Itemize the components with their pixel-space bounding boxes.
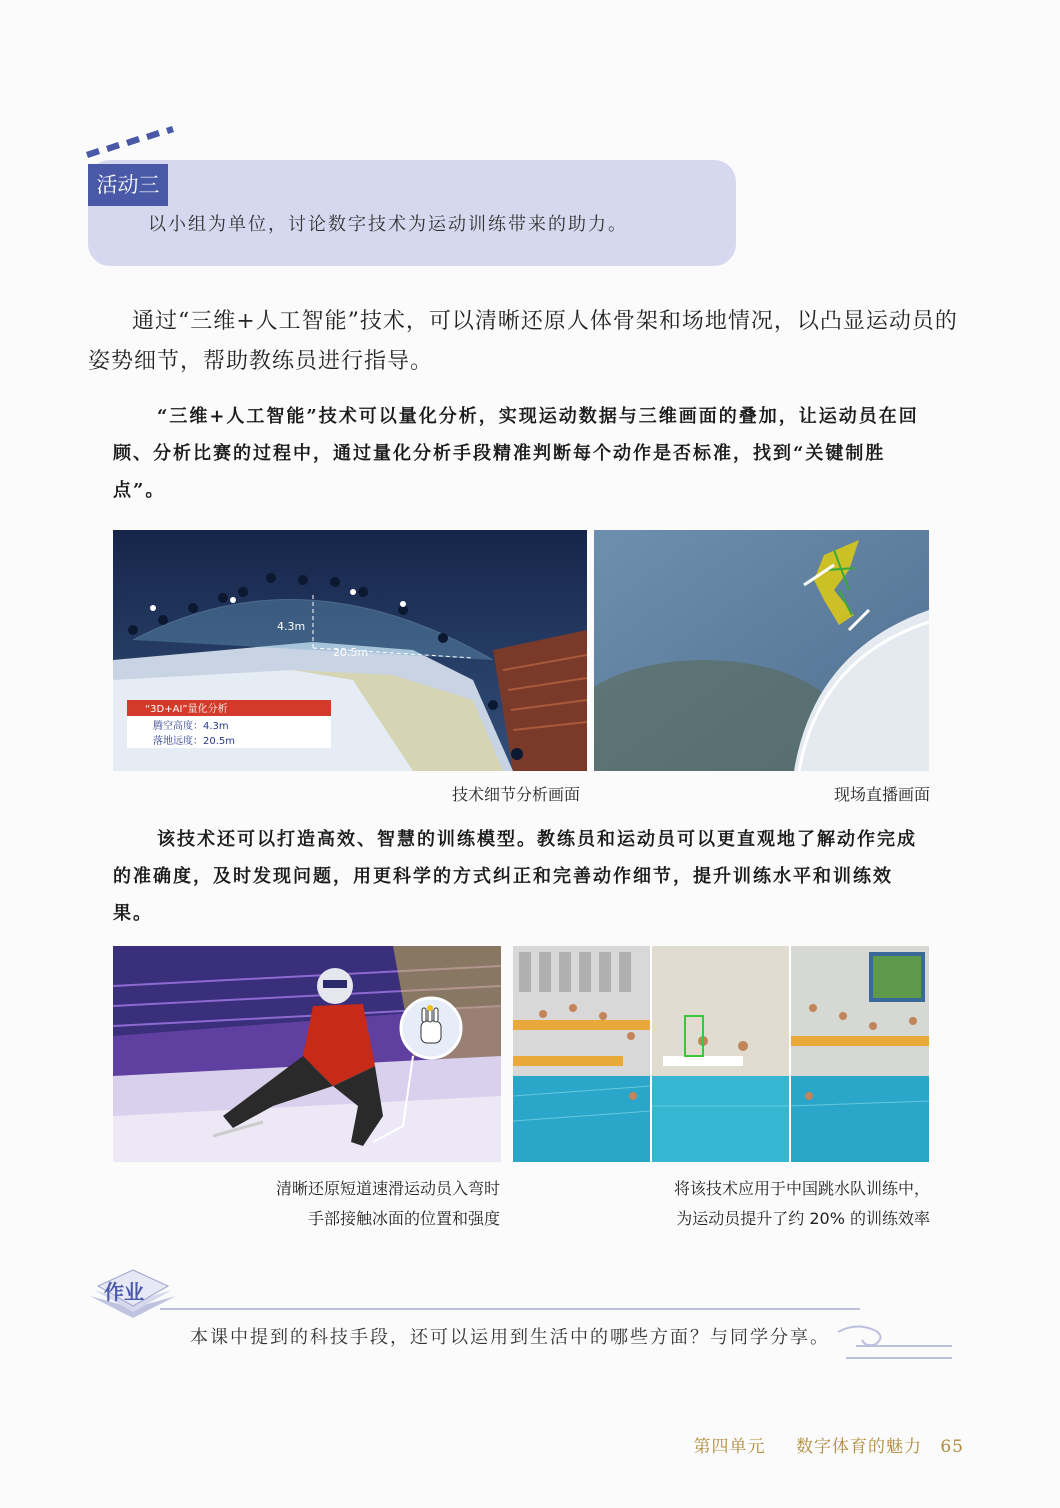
live-broadcast-image xyxy=(594,530,929,771)
caption-speed-skating xyxy=(200,1174,500,1234)
analysis-height-row: 腾空高度：4.3m xyxy=(153,721,229,732)
footer-unit: 第四单元 xyxy=(693,1437,766,1457)
activity-prompt: 以小组为单位，讨论数字技术为运动训练带来的助力。 xyxy=(148,214,628,235)
clapperboard-icon xyxy=(84,120,174,168)
analysis-panel-title: “3D+AI”量化分析 xyxy=(145,704,228,715)
height-label: 4.3m xyxy=(277,620,306,633)
footer-title: 数字体育的魅力 xyxy=(795,1437,922,1457)
homework-badge-label: 作业 xyxy=(104,1280,144,1304)
activity-tag: 活动三 xyxy=(88,164,168,206)
paragraph-training-model: 该技术还可以打造高效、智慧的训练模型。教练员和运动员可以更直观地了解动作完成的准确度，及时发现问题，用更科学的方式纠正和完善动作细节，提升训练水平和训练效果。 xyxy=(113,829,917,924)
homework-question: 本课中提到的科技手段，还可以运用到生活中的哪些方面？与同学分享。 xyxy=(190,1327,830,1348)
speed-skating-image xyxy=(113,946,501,1162)
paragraph-quantitative-analysis: “三维+人工智能”技术可以量化分析，实现运动数据与三维画面的叠加，让运动员在回顾、分析比赛的过程中，通过量化分析手段精准判断每个动作是否标准，找到“关键制胜点”。 xyxy=(113,406,919,501)
page-footer xyxy=(670,1432,964,1457)
technical-analysis-image xyxy=(113,530,587,771)
caption-diving xyxy=(580,1174,930,1234)
caption-diving-line1: 将该技术应用于中国跳水队训练中， xyxy=(673,1179,930,1198)
cloud-swirl-icon xyxy=(836,1318,956,1368)
intro-paragraph: 通过“三维+人工智能”技术，可以清晰还原人体骨架和场地情况，以凸显运动员的姿势细节，帮助教练员进行指导。 xyxy=(88,309,958,374)
caption-speed-skating-line2: 手部接触冰面的位置和强度 xyxy=(307,1209,500,1228)
diving-training-image xyxy=(513,946,929,1162)
caption-technical-analysis: 技术细节分析画面 xyxy=(451,785,580,804)
homework-divider xyxy=(160,1308,860,1310)
analysis-distance-row: 落地远度：20.5m xyxy=(153,736,236,747)
caption-speed-skating-line1: 清晰还原短道速滑运动员入弯时 xyxy=(275,1179,500,1198)
caption-diving-line2: 为运动员提升了约 20% 的训练效率 xyxy=(676,1209,930,1228)
distance-label: 20.5m xyxy=(333,646,369,659)
page-number: 65 xyxy=(940,1437,964,1457)
caption-live-broadcast: 现场直播画面 xyxy=(833,785,930,804)
